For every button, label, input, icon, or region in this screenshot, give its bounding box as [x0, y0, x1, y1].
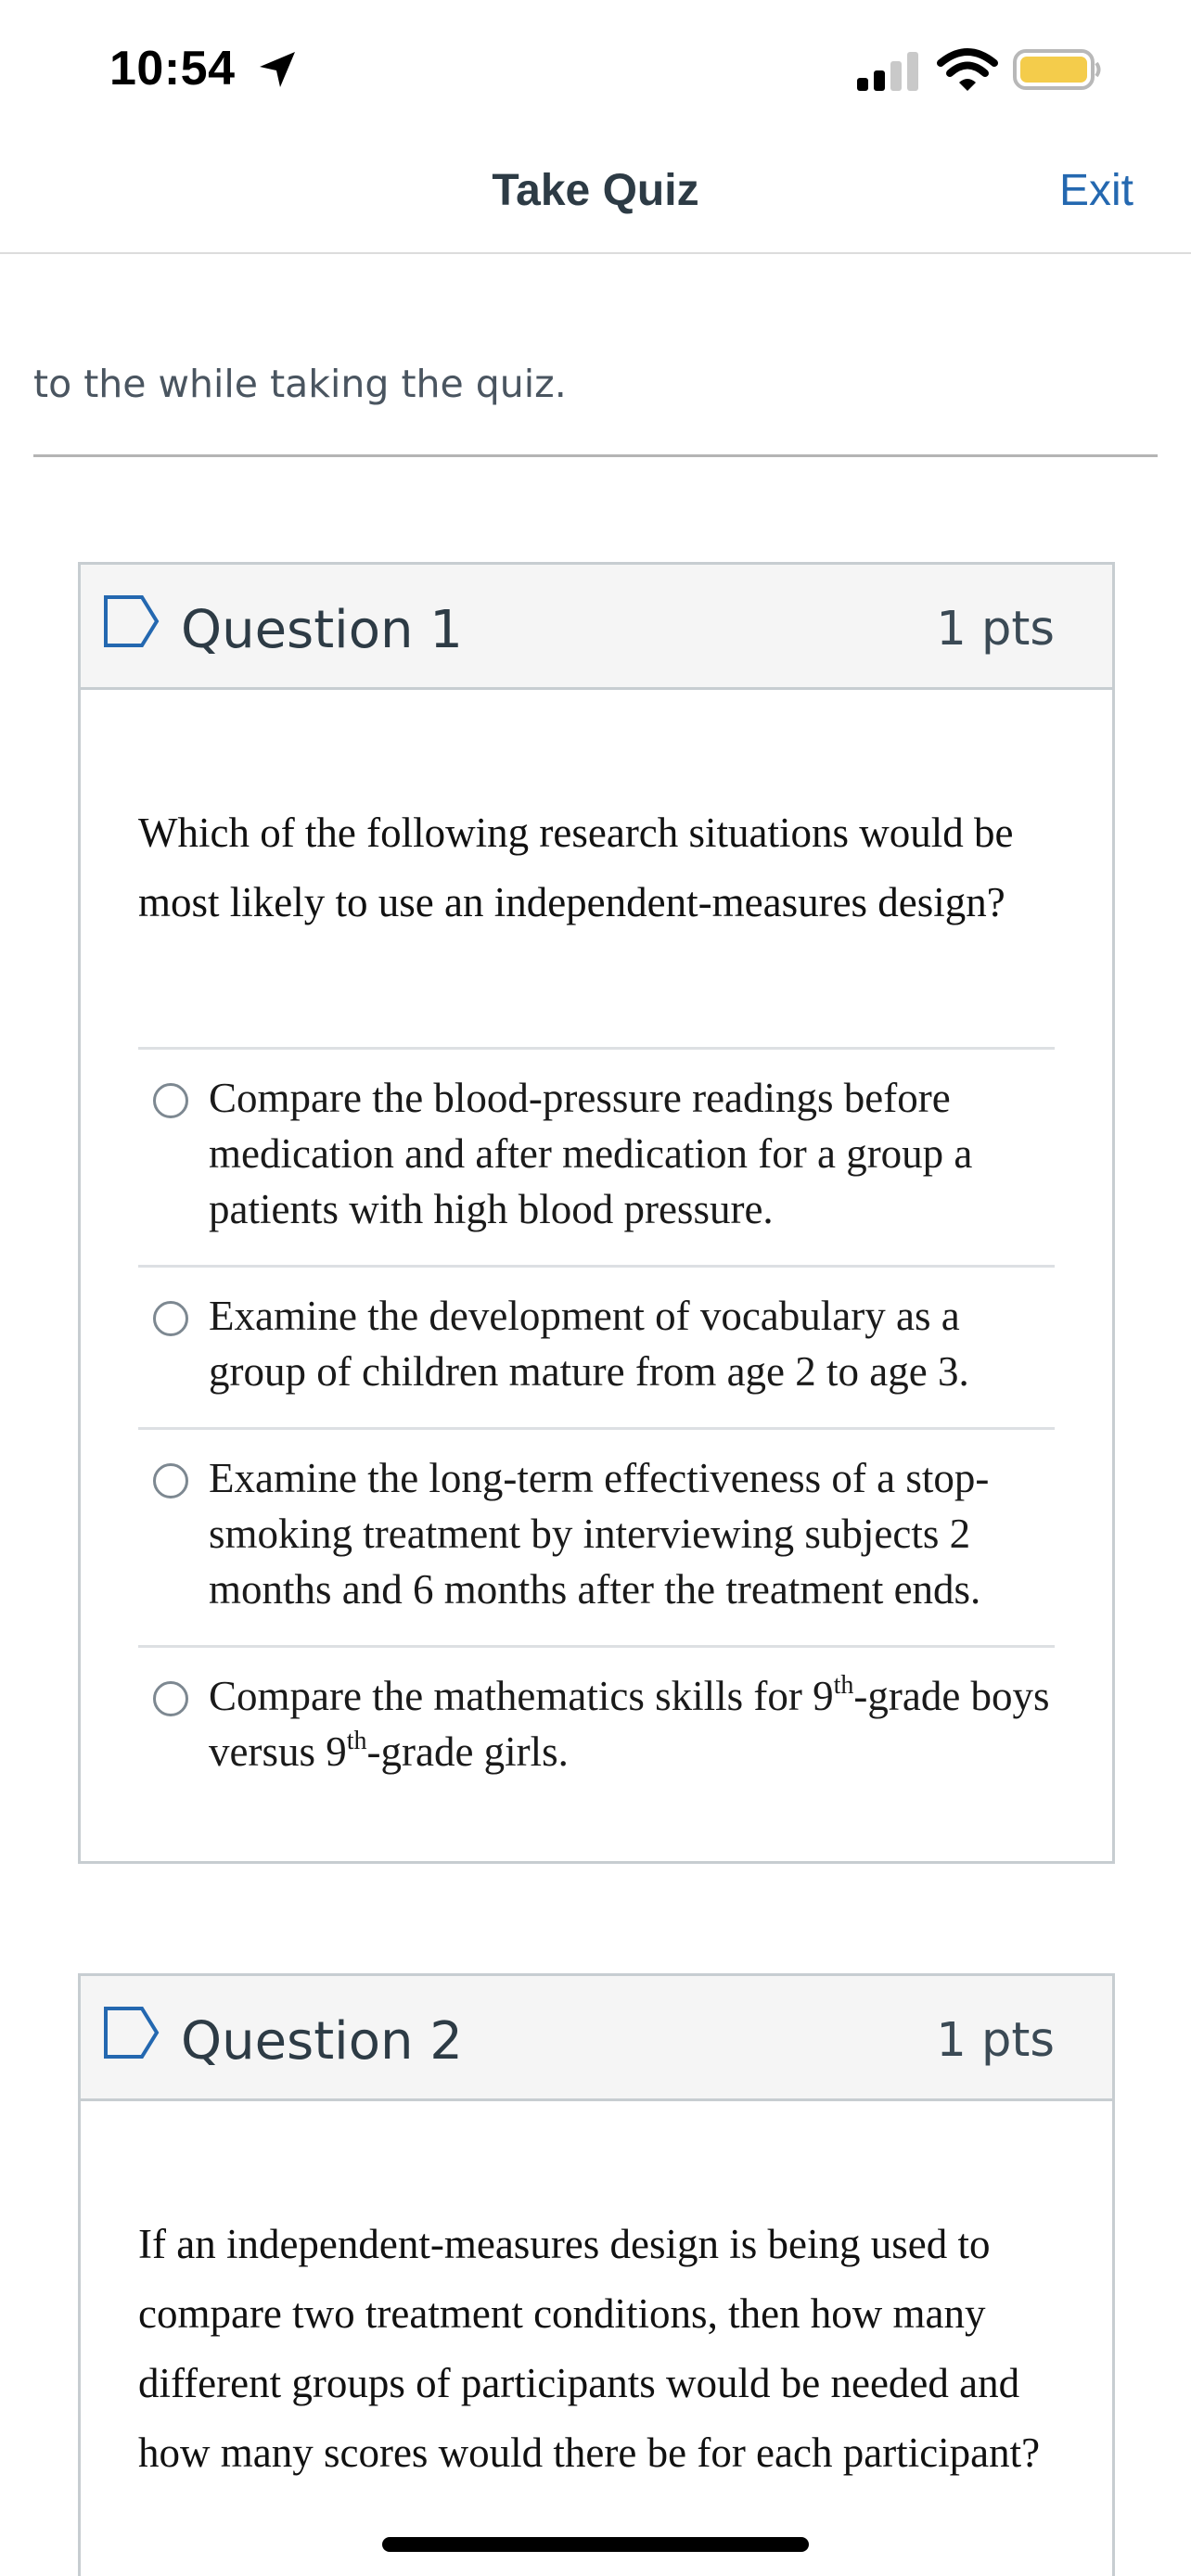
question-points: 1 pts: [936, 602, 1055, 657]
location-arrow-icon: [256, 48, 299, 91]
answer-text: Examine the long-term effectiveness of a stop-smoking treatment by interviewing subjects 2 months and 6 months after the treatment ends.: [209, 1455, 990, 1613]
question-points: 1 pts: [936, 2013, 1055, 2068]
flag-question-icon[interactable]: [103, 594, 160, 648]
answer-text: Examine the development of vocabulary as a group of children mature from age 2 to age 3.: [209, 1293, 969, 1395]
question-text: If an independent-measures design is being used to compare two treatment conditions, then how many different groups of participants would be needed and how many scores would there be for each participant?: [138, 2221, 1041, 2476]
status-bar: [0, 0, 1191, 139]
cellular-signal-icon: [857, 52, 922, 93]
answer-option[interactable]: [138, 1047, 1055, 1265]
question-text: Which of the following research situations would be most likely to use an independent-measures design?: [138, 810, 1014, 925]
status-time: 10:54: [109, 42, 236, 96]
radio-button[interactable]: [153, 1301, 188, 1336]
question-card: [78, 1973, 1115, 2576]
page-title: Take Quiz: [492, 166, 699, 215]
answer-text: Compare the blood-pressure readings before medication and after medication for a group a patients with high blood pressure.: [209, 1075, 973, 1232]
header: [0, 139, 1191, 254]
answer-option[interactable]: [138, 1427, 1055, 1645]
answer-option[interactable]: [138, 1265, 1055, 1427]
question-title: Question 1: [181, 600, 463, 660]
answer-text: Compare the mathematics skills for 9th-grade boys versus 9th-grade girls.: [209, 1671, 1050, 1775]
question-header: [81, 565, 1112, 690]
question-card: [78, 562, 1115, 1864]
question-title: Question 2: [181, 2011, 463, 2072]
divider: [33, 454, 1158, 457]
wifi-icon: [937, 46, 998, 93]
battery-icon: [1013, 48, 1102, 91]
flag-question-icon[interactable]: [103, 2006, 160, 2060]
radio-button[interactable]: [153, 1083, 188, 1118]
exit-button[interactable]: Exit: [1058, 166, 1133, 215]
radio-button[interactable]: [153, 1463, 188, 1498]
quiz-instructions: to the while taking the quiz.: [33, 362, 567, 406]
answer-option[interactable]: [138, 1645, 1055, 1807]
question-header: [81, 1976, 1112, 2101]
answer-list: [138, 1047, 1055, 1807]
radio-button[interactable]: [153, 1681, 188, 1716]
home-indicator: [382, 2537, 809, 2552]
